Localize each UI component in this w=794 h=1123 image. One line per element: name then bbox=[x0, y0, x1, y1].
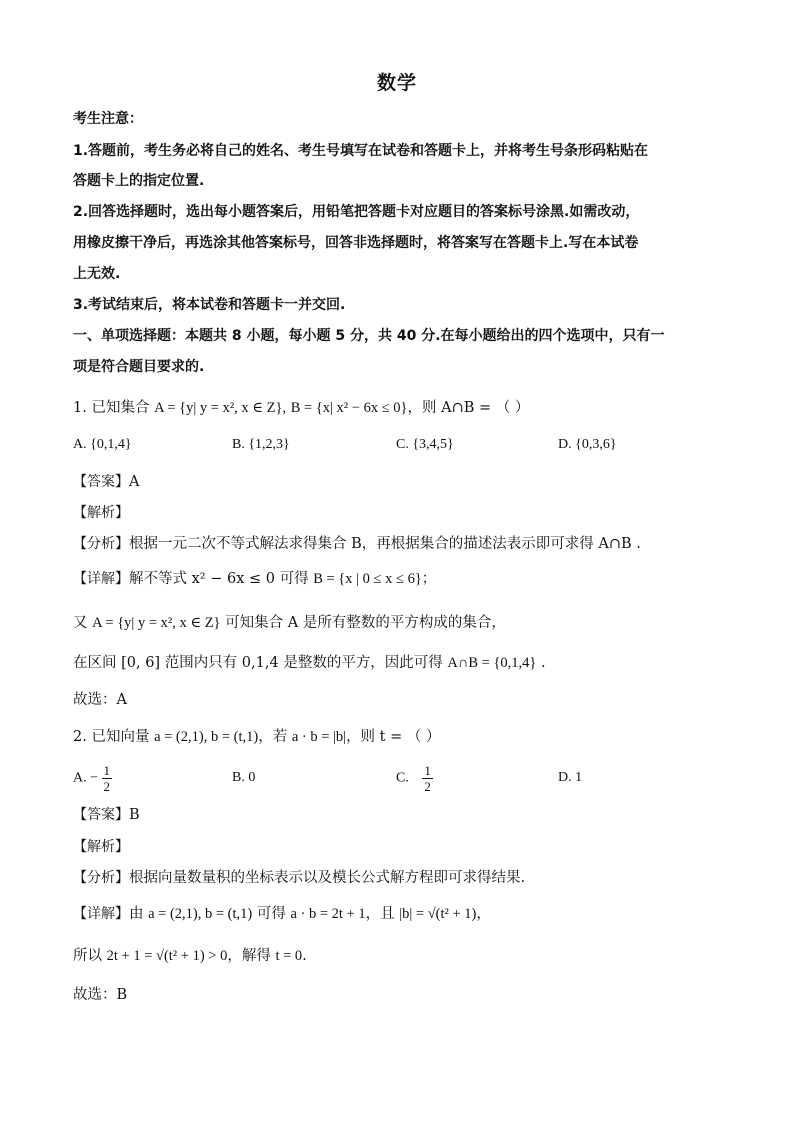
q1-answer-tag: 【答案】 bbox=[73, 474, 129, 490]
notice-heading: 考生注意： bbox=[73, 111, 143, 127]
q1-option-b: B. {1,2,3} bbox=[232, 437, 290, 452]
q2-xj-vectors: a = (2,1), b = (t,1) bbox=[148, 906, 253, 922]
notice-1-line-1: 1.答题前，考生务必将自己的姓名、考生号填写在试卷和答题卡上，并将考生号条形码粘贴在 bbox=[73, 143, 649, 159]
q1-xj-intersection: A∩B = {0,1,4} bbox=[447, 655, 537, 671]
q2-stem-suffix: ，则 t = （ ） bbox=[346, 729, 441, 745]
q2-vectors: a = (2,1), b = (t,1) bbox=[154, 729, 259, 745]
q2-xj-2e: . bbox=[302, 948, 307, 964]
q2-option-a bbox=[73, 763, 112, 794]
q2-xiangjie-1 bbox=[73, 904, 733, 924]
q2-option-a-label: A. − bbox=[73, 770, 99, 786]
q2-xiangjie-2 bbox=[73, 946, 733, 966]
q2-xj-1a: 由 bbox=[129, 906, 149, 922]
q1-xiangjie-3 bbox=[73, 653, 733, 673]
q2-xj-1e: ，且 bbox=[365, 906, 400, 922]
q1-fenxi-tag: 【分析】 bbox=[73, 536, 129, 552]
q2-answer-tag: 【答案】 bbox=[73, 807, 129, 823]
q1-option-d: D. {0,3,6} bbox=[558, 437, 617, 452]
q1-xj-3a: 在区间 [0, 6] 范围内只有 0,1,4 是整数的平方，因此可得 bbox=[73, 655, 448, 671]
notice-2-line-1: 2.回答选择题时，选出每小题答案后，用铅笔把答题卡对应题目的答案标号涂黑.如需改动， bbox=[73, 204, 640, 220]
q1-analysis-tag: 【解析】 bbox=[73, 505, 129, 521]
q2-conclusion: 故选：B bbox=[73, 987, 128, 1003]
q2-option-b: B. 0 bbox=[232, 770, 256, 785]
q2-option-a-numerator: 1 bbox=[103, 763, 111, 778]
q2-xj-1g: ， bbox=[476, 906, 491, 922]
notice-1-line-2: 答题卡上的指定位置. bbox=[73, 173, 205, 189]
section-heading-line-1: 一、单项选择题：本题共 8 小题，每小题 5 分，共 40 分.在每小题给出的四个选项中，只有一 bbox=[73, 328, 665, 344]
q2-analysis-tag: 【解析】 bbox=[73, 839, 129, 855]
q1-xj-set-a: A = {y| y = x², x ∈ Z} bbox=[92, 615, 221, 631]
q2-condition: a · b = |b| bbox=[291, 729, 347, 745]
q2-option-c bbox=[396, 763, 433, 794]
q1-conclusion: 故选：A bbox=[73, 692, 127, 708]
q2-xj-2c: ，解得 bbox=[227, 948, 276, 964]
notice-2-line-2: 用橡皮擦干净后，再选涂其他答案标号，回答非选择题时，将答案写在答题卡上.写在本试卷 bbox=[73, 235, 639, 251]
q1-stem-suffix: ，则 A∩B = （ ） bbox=[407, 400, 530, 416]
q1-xiangjie-1 bbox=[73, 569, 733, 589]
q1-xj-1c: ； bbox=[421, 571, 437, 587]
q1-xj-1a: 解不等式 x² − 6x ≤ 0 可得 bbox=[129, 571, 314, 587]
q1-xj-3c: . bbox=[536, 655, 546, 671]
q2-fenxi bbox=[73, 868, 733, 888]
notice-3: 3.考试结束后，将本试卷和答题卡一并交回. bbox=[73, 297, 346, 313]
q1-xj-set-b: B = {x | 0 ≤ x ≤ 6} bbox=[313, 571, 422, 587]
page-title: 数学 bbox=[376, 72, 417, 94]
q2-xj-solution: t = 0 bbox=[275, 948, 303, 964]
q2-answer bbox=[73, 805, 733, 825]
q2-option-c-label: C. bbox=[396, 770, 409, 786]
q2-option-c-denominator: 2 bbox=[424, 779, 431, 794]
q2-xj-1c: 可得 bbox=[252, 906, 291, 922]
q2-answer-value: B bbox=[129, 807, 140, 823]
q1-xj-2c: 可知集合 A 是所有整数的平方构成的集合， bbox=[220, 615, 506, 631]
q2-xj-equation: 2t + 1 = √(t² + 1) > 0 bbox=[106, 948, 228, 964]
q1-answer bbox=[73, 472, 733, 492]
q2-option-c-fraction bbox=[422, 763, 433, 794]
q2-fenxi-text: 根据向量数量积的坐标表示以及模长公式解方程即可求得结果. bbox=[129, 870, 526, 886]
q2-xj-norm: |b| = √(t² + 1) bbox=[399, 906, 477, 922]
q1-set-a: A = {y| y = x², x ∈ Z} bbox=[154, 400, 283, 416]
q1-xiangjie-2 bbox=[73, 613, 733, 633]
q1-option-a: A. {0,1,4} bbox=[73, 437, 132, 452]
section-heading-line-2: 项是符合题目要求的. bbox=[73, 359, 205, 375]
q1-xiangjie-tag: 【详解】 bbox=[73, 571, 129, 587]
q2-stem bbox=[73, 727, 733, 747]
notice-2-line-3: 上无效. bbox=[73, 266, 121, 282]
q1-xj-2a: 又 bbox=[73, 615, 93, 631]
q1-fenxi-text: 根据一元二次不等式解法求得集合 B，再根据集合的描述法表示即可求得 A∩B . bbox=[129, 536, 641, 552]
q2-stem-mid: ，若 bbox=[258, 729, 292, 745]
q2-option-a-denominator: 2 bbox=[103, 779, 111, 794]
q2-xiangjie-tag: 【详解】 bbox=[73, 906, 129, 922]
q2-option-a-fraction bbox=[102, 763, 113, 794]
q2-option-d: D. 1 bbox=[558, 770, 583, 785]
q1-stem-prefix: 1. 已知集合 bbox=[73, 400, 150, 416]
q2-xj-2a: 所以 bbox=[73, 948, 107, 964]
q1-set-b: B = {x| x² − 6x ≤ 0} bbox=[290, 400, 408, 416]
q2-stem-prefix: 2. 已知向量 bbox=[73, 729, 155, 745]
q1-answer-value: A bbox=[129, 474, 140, 490]
q2-fenxi-tag: 【分析】 bbox=[73, 870, 129, 886]
q2-option-c-numerator: 1 bbox=[424, 763, 431, 778]
q2-xj-dot: a · b = 2t + 1 bbox=[290, 906, 366, 922]
q1-option-c: C. {3,4,5} bbox=[396, 437, 454, 452]
q1-stem: 1. 已知集合 A = {y| y = x², x ∈ Z}, B = {x| x² − 6x ≤ 0}，则 A∩B = （ ） bbox=[73, 400, 530, 416]
q1-fenxi bbox=[73, 534, 733, 554]
